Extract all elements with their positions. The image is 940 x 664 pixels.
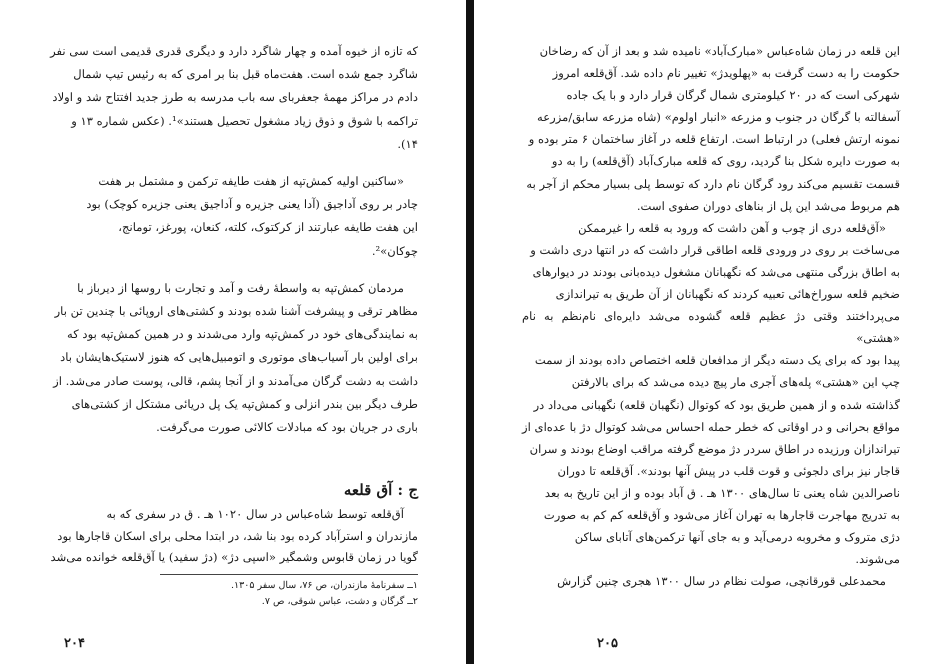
text-line: می‌ساخت بر روی در ورودی قلعه اطاقی قرار داشت که در انتها دری داشت و <box>530 242 900 257</box>
text-line: «ساکنین اولیه کمش‌تپه از هفت طایفه ترکمن و مشتمل بر هفت <box>98 174 404 189</box>
page-right <box>474 0 940 664</box>
text-line: برای اولین بار آسیاب‌های موتوری و اتومبیل‌هایی که هنوز لاستیک‌هایشان باد <box>60 350 418 365</box>
text-line: نمونه ارتش فعلی) در ارتباط است. ارتفاع قلعه در آغاز ساختمان ۶ متر بوده و <box>528 132 900 147</box>
page-number-left: ۲۰۴ <box>64 636 85 651</box>
text-line: گذاشته شده و از همین طریق بود که کوتوال (نگهبان قلعه) نگهبانی می‌داد در <box>533 397 900 412</box>
text-line: مواقع بحرانی و در اوقاتی که خطر حمله احساس می‌شد کوتوال دژ با عده‌ای از <box>522 419 900 434</box>
text-line: دادم در مراکز مهمهٔ جعفربای سه باب مدرسه به طرز جدید افتتاح شد و اولاد <box>52 90 418 105</box>
section-heading: ج : آق قلعه <box>343 481 418 499</box>
text-line: ضخیم قلعه سوراخ‌هائی تعبیه کردند که نگهبانان از آن طریق به تیراندازی <box>555 287 900 302</box>
text-line: مازندران و استرآباد کرده بود بنا شد، در ابتدا محلی برای اسکان قاجارها بود <box>57 528 418 543</box>
text-line: به نمایندگی‌های خود در کمش‌تپه وارد می‌شدند و در همین کمش‌تپه بود که <box>67 327 418 342</box>
footnote-2: ۲ــ گرگان و دشت، عباس شوقی، ص ۷. <box>261 596 418 607</box>
text-line: شهرکی است که در ۲۰ کیلومتری شمال گرگان قرار دارد و با یک جاده <box>566 88 900 103</box>
text-line: می‌شوند. <box>855 552 900 567</box>
text-line: پیدا بود که برای یک دسته دیگر از مدافعان قلعه اختصاص داده بودند از سمت <box>534 353 900 368</box>
text-line: داشت به دشت گرگان می‌آمدند و از آنجا پشم، قالی، پوست صادر می‌شد. از <box>53 373 418 388</box>
text-line: به صورت دایره شکل بنا گردید، روی که قلعه مبارک‌آباد (آق‌قلعه) را به دو <box>551 154 900 169</box>
text-line: شاگرد جمع شده است. هفت‌ماه قبل بنا بر امری که به رئیس تیپ شمال <box>73 67 418 82</box>
text-line: حکومت را به دست گرفت به «پهلویدژ» تغییر نام داده شد. آق‌قلعه امروز <box>552 66 900 81</box>
left-paragraph-3 <box>40 277 418 439</box>
footnote-1: ۱ــ سفرنامهٔ مازندران، ص ۷۶، سال سفر ۱۳۰۵. <box>230 580 418 591</box>
book-spine <box>466 0 474 664</box>
text-line: قسمت تقسیم می‌کند رود گرگان نام دارد که توسط پلی بسیار محکم از آجر به <box>526 176 900 191</box>
text-line: «آق‌قلعه دری از چوب و آهن داشت که ورود به قلعه را غیرممکن <box>578 220 886 235</box>
text-line: ۱۴). <box>397 136 418 151</box>
text-line: چادر بر روی آداجیق (آدا یعنی جزیره و آداجیق یعنی جزیره کوچک) بود <box>86 197 418 212</box>
text-line: باری در جریان بود که مبادلات کالائی صورت می‌گرفت. <box>156 420 418 435</box>
text-line: مظاهر ترقی و پیشرفت آشنا شده بودند و کشتی‌های اروپائی با چندین تن بار <box>54 304 418 319</box>
left-paragraph-2 <box>40 170 418 263</box>
text-line: آق‌قلعه توسط شاه‌عباس در سال ۱۰۲۰ هـ . ق در سفری که به <box>106 507 404 521</box>
page-left-section <box>0 476 466 569</box>
text-line: که تازه از خیوه آمده و چهار شاگرد دارد و دیگری قدری قدیمی است سی نفر <box>50 44 418 58</box>
text-line: محمدعلی قورقانچی، صولت نظام در سال ۱۳۰۰ هجری چنین گزارش <box>557 574 886 589</box>
page-left-body-top <box>0 40 466 439</box>
text-line: آسفالته با گرگان در جنوب و مزرعه «انبار اولوم» (شاه مزرعه سابق/مزرعه <box>537 110 900 125</box>
text-line: این هفت طایفه عبارتند از کرکتوک، کلته، کنعان، پورغز، تومانج، <box>118 220 418 235</box>
text-line: تیراندازان ورزیده در اطاق سردر دژ موضع گرفته مراقب اوضاع بودند و سران <box>529 441 900 456</box>
text-line: تراکمه با شوق و ذوق زیاد مشغول تحصیل هستند»¹. (عکس شماره ۱۳ و <box>71 113 418 128</box>
left-paragraph-1 <box>40 40 418 156</box>
left-paragraph-4 <box>40 504 418 569</box>
text-line: به تدریج مهاجرت قاجارها به تهران آغاز می‌شود و آق‌قلعه کم کم به صورت <box>543 507 900 522</box>
text-line: هم مربوط می‌شد این پل از بناهای دوران صفوی است. <box>636 198 900 213</box>
text-line: به اطاق بزرگی منتهی می‌شد که نگهبانان مشغول دیده‌بانی بودند در دیوارهای <box>532 264 900 279</box>
footnotes <box>160 574 418 610</box>
text-line: قاجار نیز برای دلجوئی و قوت قلب در پیش آنها بودند». آق‌قلعه تا دوران <box>557 463 900 478</box>
page-left <box>0 0 466 664</box>
text-line: مردمان کمش‌تپه به واسطهٔ رفت و آمد و تجارت با روسها از دیرباز با <box>77 280 404 295</box>
text-line: ناصرالدین شاه یعنی تا سال‌های ۱۳۰۰ هـ . ق آباد بوده و از این تاریخ به بعد <box>544 485 900 500</box>
text-line: چوکان»². <box>371 243 418 258</box>
text-line: چپ این «هشتی» پله‌های آجری مار پیچ دیده می‌شد که برای بالارفتن <box>571 375 900 390</box>
right-paragraph-3 <box>522 570 900 592</box>
text-line: می‌پرداختند وقتی دژ عظیم قلعه گشوده می‌شد دایره‌ای نام‌نظم به نام «هشتی» <box>522 309 900 346</box>
page-number-right: ۲۰۵ <box>597 636 618 651</box>
text-line: دژی متروک و مخروبه درمی‌آید و به جای آنها ترکمن‌های آتابای ساکن <box>574 530 900 545</box>
text-line: این قلعه در زمان شاه‌عباس «مبارک‌آباد» نامیده شد و بعد از آن که رضاخان <box>539 44 900 58</box>
right-paragraph-2 <box>522 217 900 571</box>
right-paragraph-1 <box>522 40 900 217</box>
text-line: گویا در زمان قابوس وشمگیر «اسپی دژ» (دژ سفید) یا آق‌قلعه خوانده می‌شد <box>50 550 418 564</box>
page-right-body <box>474 40 940 592</box>
text-line: طرف دیگر بین بندر انزلی و کمش‌تپه یک پل دریائی مشتکل از کشتی‌های <box>71 396 418 411</box>
